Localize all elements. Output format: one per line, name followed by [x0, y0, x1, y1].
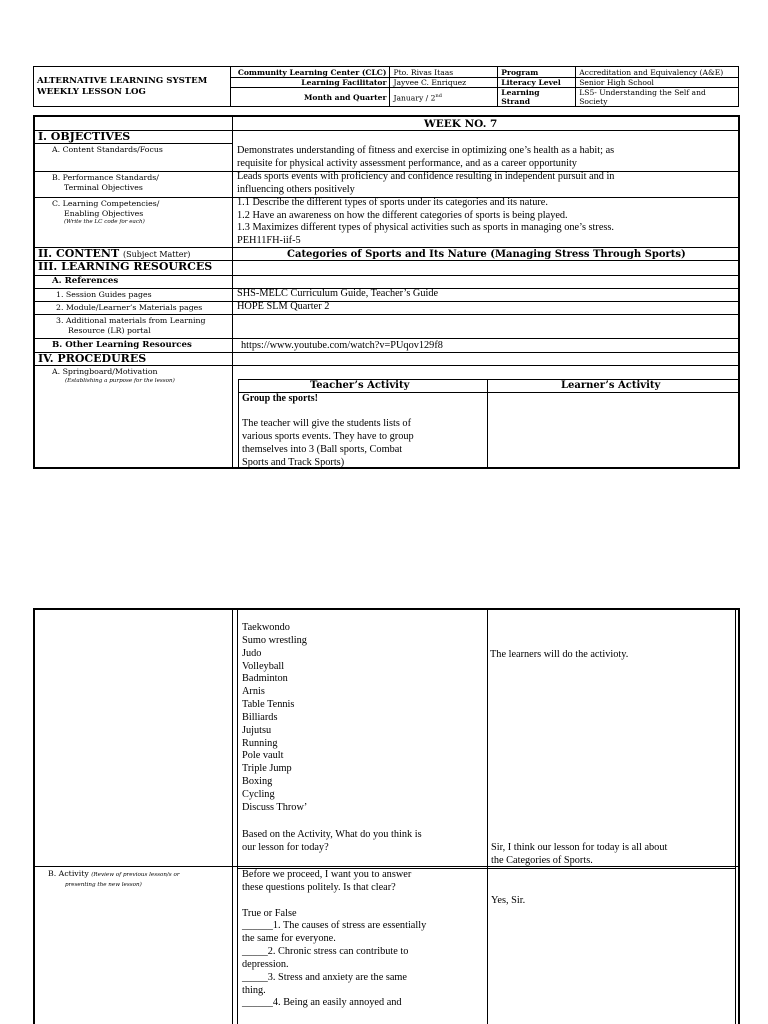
strand-value-1: LS5- Understanding the Self and	[579, 88, 706, 97]
answer-line: the Categories of Sports.	[491, 854, 593, 866]
row-line	[35, 130, 740, 131]
activity-line: the same for everyone.	[242, 933, 336, 945]
competency-line: 1.3 Maximizes different types of physical activities such as sports in managing one’s stress.	[237, 222, 615, 234]
month-text: January / 2	[393, 93, 436, 103]
strand-label	[498, 88, 576, 107]
inner-border	[238, 379, 239, 469]
sport-item: Arnis	[242, 686, 265, 698]
sport-item: Taekwondo	[242, 622, 290, 633]
sport-item: Judo	[242, 647, 262, 659]
competency-line: 1.1 Describe the different types of sports under its categories and its nature.	[237, 197, 548, 208]
week-number: WEEK NO. 7	[424, 118, 498, 130]
header-table	[33, 66, 739, 107]
activity-line: True or False	[242, 907, 297, 919]
strand-value	[576, 88, 739, 107]
resources-heading: III. LEARNING RESOURCES	[38, 260, 213, 273]
learner-activity-header: Learner’s Activity	[561, 380, 661, 391]
other-resources-link[interactable]: https://www.youtube.com/watch?v=PUqov129f8	[241, 340, 443, 351]
sport-item: Badminton	[242, 673, 288, 685]
session-guides-label: 1. Session Guides pages	[56, 290, 152, 299]
row-line	[35, 365, 740, 366]
competencies-label-line: C. Learning Competencies/	[52, 199, 160, 208]
sport-item: Sumo wrestling	[242, 634, 307, 646]
activity-label-text: B. Activity	[48, 869, 89, 878]
sport-item: Cycling	[242, 788, 275, 800]
sport-item: Boxing	[242, 776, 273, 788]
clc-value: Pto. Rivas Itaas	[390, 67, 498, 78]
procedures-heading: IV. PROCEDURES	[38, 352, 147, 365]
other-resources-label: B. Other Learning Resources	[52, 340, 192, 350]
row-line	[35, 314, 740, 315]
activity-divider	[487, 610, 488, 1024]
competencies-label-line: Enabling Objectives	[64, 208, 144, 218]
activity-line: these questions politely. Is that clear?	[242, 881, 396, 893]
activity-label-sub: (Review of previous lesson/s or	[91, 872, 180, 878]
content-standards-label: A. Content Standards/Focus	[52, 145, 163, 154]
group-instruction-line: The teacher will give the students lists of	[242, 418, 411, 429]
column-divider	[232, 117, 233, 469]
performance-label-line: B. Performance Standards/	[52, 173, 159, 182]
additional-materials-label	[56, 316, 206, 335]
literacy-label: Literacy Level	[498, 78, 576, 88]
additional-label-line: Resource (LR) portal	[68, 325, 151, 335]
strand-value-2: Society	[579, 97, 608, 106]
content-text: Categories of Sports and Its Nature (Managing Stress Through Sports)	[287, 249, 686, 260]
performance-line: influencing others positively	[237, 183, 355, 195]
sport-item: Triple Jump	[242, 763, 292, 775]
learner-answer	[491, 842, 667, 868]
row-line	[35, 143, 232, 144]
sport-item: Volleyball	[242, 660, 285, 672]
row-line	[35, 275, 740, 276]
content-standards-line: Demonstrates understanding of fitness and exercise in optimizing one’s health as a habit; as	[237, 145, 615, 156]
springboard-sub: (Establishing a purpose for the lesson)	[65, 378, 175, 384]
lesson-question	[242, 829, 422, 855]
group-instructions	[242, 418, 414, 469]
content-standards-line: requisite for physical activity assessment performance, and as a career opportunity	[237, 157, 577, 169]
group-title: Group the sports!	[242, 393, 318, 404]
activity-line: ______4. Being an easily annoyed and	[242, 997, 402, 1009]
lesson-table-continued	[33, 608, 740, 1024]
activity-line: thing.	[242, 984, 266, 996]
competency-line: 1.2 Have an awareness on how the different categories of sports is being played.	[237, 209, 568, 221]
activity-line: depression.	[242, 958, 289, 970]
module-pages-label: 2. Module/Learner’s Materials pages	[56, 303, 203, 312]
inner-border	[237, 610, 238, 1024]
competency-code: PEH11FH-iif-5	[237, 235, 301, 247]
competencies-label-note: (Write the LC code for each)	[64, 219, 145, 226]
performance-standards-text	[237, 171, 614, 196]
content-standards-text	[237, 145, 614, 170]
performance-standards-label	[52, 173, 159, 192]
performance-label-line: Terminal Objectives	[64, 182, 143, 192]
references-label: A. References	[52, 276, 119, 286]
activity-label-sub: presenting the new lesson)	[65, 881, 142, 888]
row-line	[35, 338, 740, 339]
program-value: Accreditation and Equivalency (A&E)	[576, 67, 739, 78]
clc-label: Community Learning Center (CLC)	[230, 67, 390, 78]
facilitator-value: Jayvee C. Enriquez	[390, 78, 498, 88]
system-title	[34, 67, 231, 107]
question-line: our lesson for today?	[242, 841, 329, 853]
teacher-activity-header: Teacher’s Activity	[310, 380, 410, 391]
answer-line: Sir, I think our lesson for today is all about	[491, 842, 668, 853]
strand-label-1: Learning	[501, 88, 540, 97]
activity-label	[48, 869, 180, 890]
performance-line: Leads sports events with proficiency and confidence resulting in independent pursuit and in	[237, 171, 615, 182]
group-instruction-line: various sports events. They have to group	[242, 430, 414, 442]
lesson-table	[33, 115, 740, 469]
content-heading-sub: (Subject Matter)	[123, 250, 191, 259]
right-inner-border	[735, 610, 736, 1024]
group-instruction-line: Sports and Track Sports)	[242, 456, 345, 468]
session-guides-text: SHS-MELC Curriculum Guide, Teacher’s Guide	[237, 288, 439, 299]
content-heading-text: II. CONTENT	[38, 247, 120, 260]
sport-item: Table Tennis	[242, 699, 295, 711]
sport-item: Running	[242, 737, 278, 749]
sports-list	[242, 622, 307, 815]
sport-item: Jujutsu	[242, 724, 272, 736]
module-pages-text: HOPE SLM Quarter 2	[237, 301, 330, 312]
learning-competencies-label	[52, 199, 159, 228]
group-instruction-line: themselves into 3 (Ball sports, Combat	[242, 443, 403, 455]
month-sup: nd	[435, 92, 442, 99]
log-title-line: WEEKLY LESSON LOG	[37, 86, 146, 97]
activity-line: Before we proceed, I want you to answer	[242, 869, 412, 880]
month-value	[390, 88, 498, 107]
facilitator-label: Learning Facilitator	[230, 78, 390, 88]
system-title-line: ALTERNATIVE LEARNING SYSTEM	[37, 75, 208, 86]
literacy-value: Senior High School	[576, 78, 739, 88]
row-line	[35, 301, 740, 302]
program-label: Program	[498, 67, 576, 78]
activity-line	[242, 895, 426, 908]
additional-label-line: 3. Additional materials from Learning	[56, 316, 206, 325]
learner-yes: Yes, Sir.	[491, 895, 526, 906]
activity-line: _____3. Stress and anxiety are the same	[242, 971, 407, 983]
month-label: Month and Quarter	[230, 88, 390, 107]
sport-item: Discuss Throw’	[242, 801, 308, 813]
springboard-label: A. Springboard/Motivation	[52, 367, 158, 376]
column-divider	[232, 610, 233, 1024]
learning-competencies-text	[237, 197, 614, 248]
activity-line: ______1. The causes of stress are essentially	[242, 920, 427, 932]
objectives-heading: I. OBJECTIVES	[38, 130, 131, 143]
sport-item: Pole vault	[242, 750, 284, 762]
activity-line: _____2. Chronic stress can contribute to	[242, 946, 409, 958]
learner-activity-text: The learners will do the activioty.	[490, 649, 629, 660]
strand-label-2: Strand	[501, 97, 531, 106]
question-line: Based on the Activity, What do you think is	[242, 829, 422, 840]
activity-text	[242, 869, 426, 1010]
sport-item: Billiards	[242, 711, 278, 723]
